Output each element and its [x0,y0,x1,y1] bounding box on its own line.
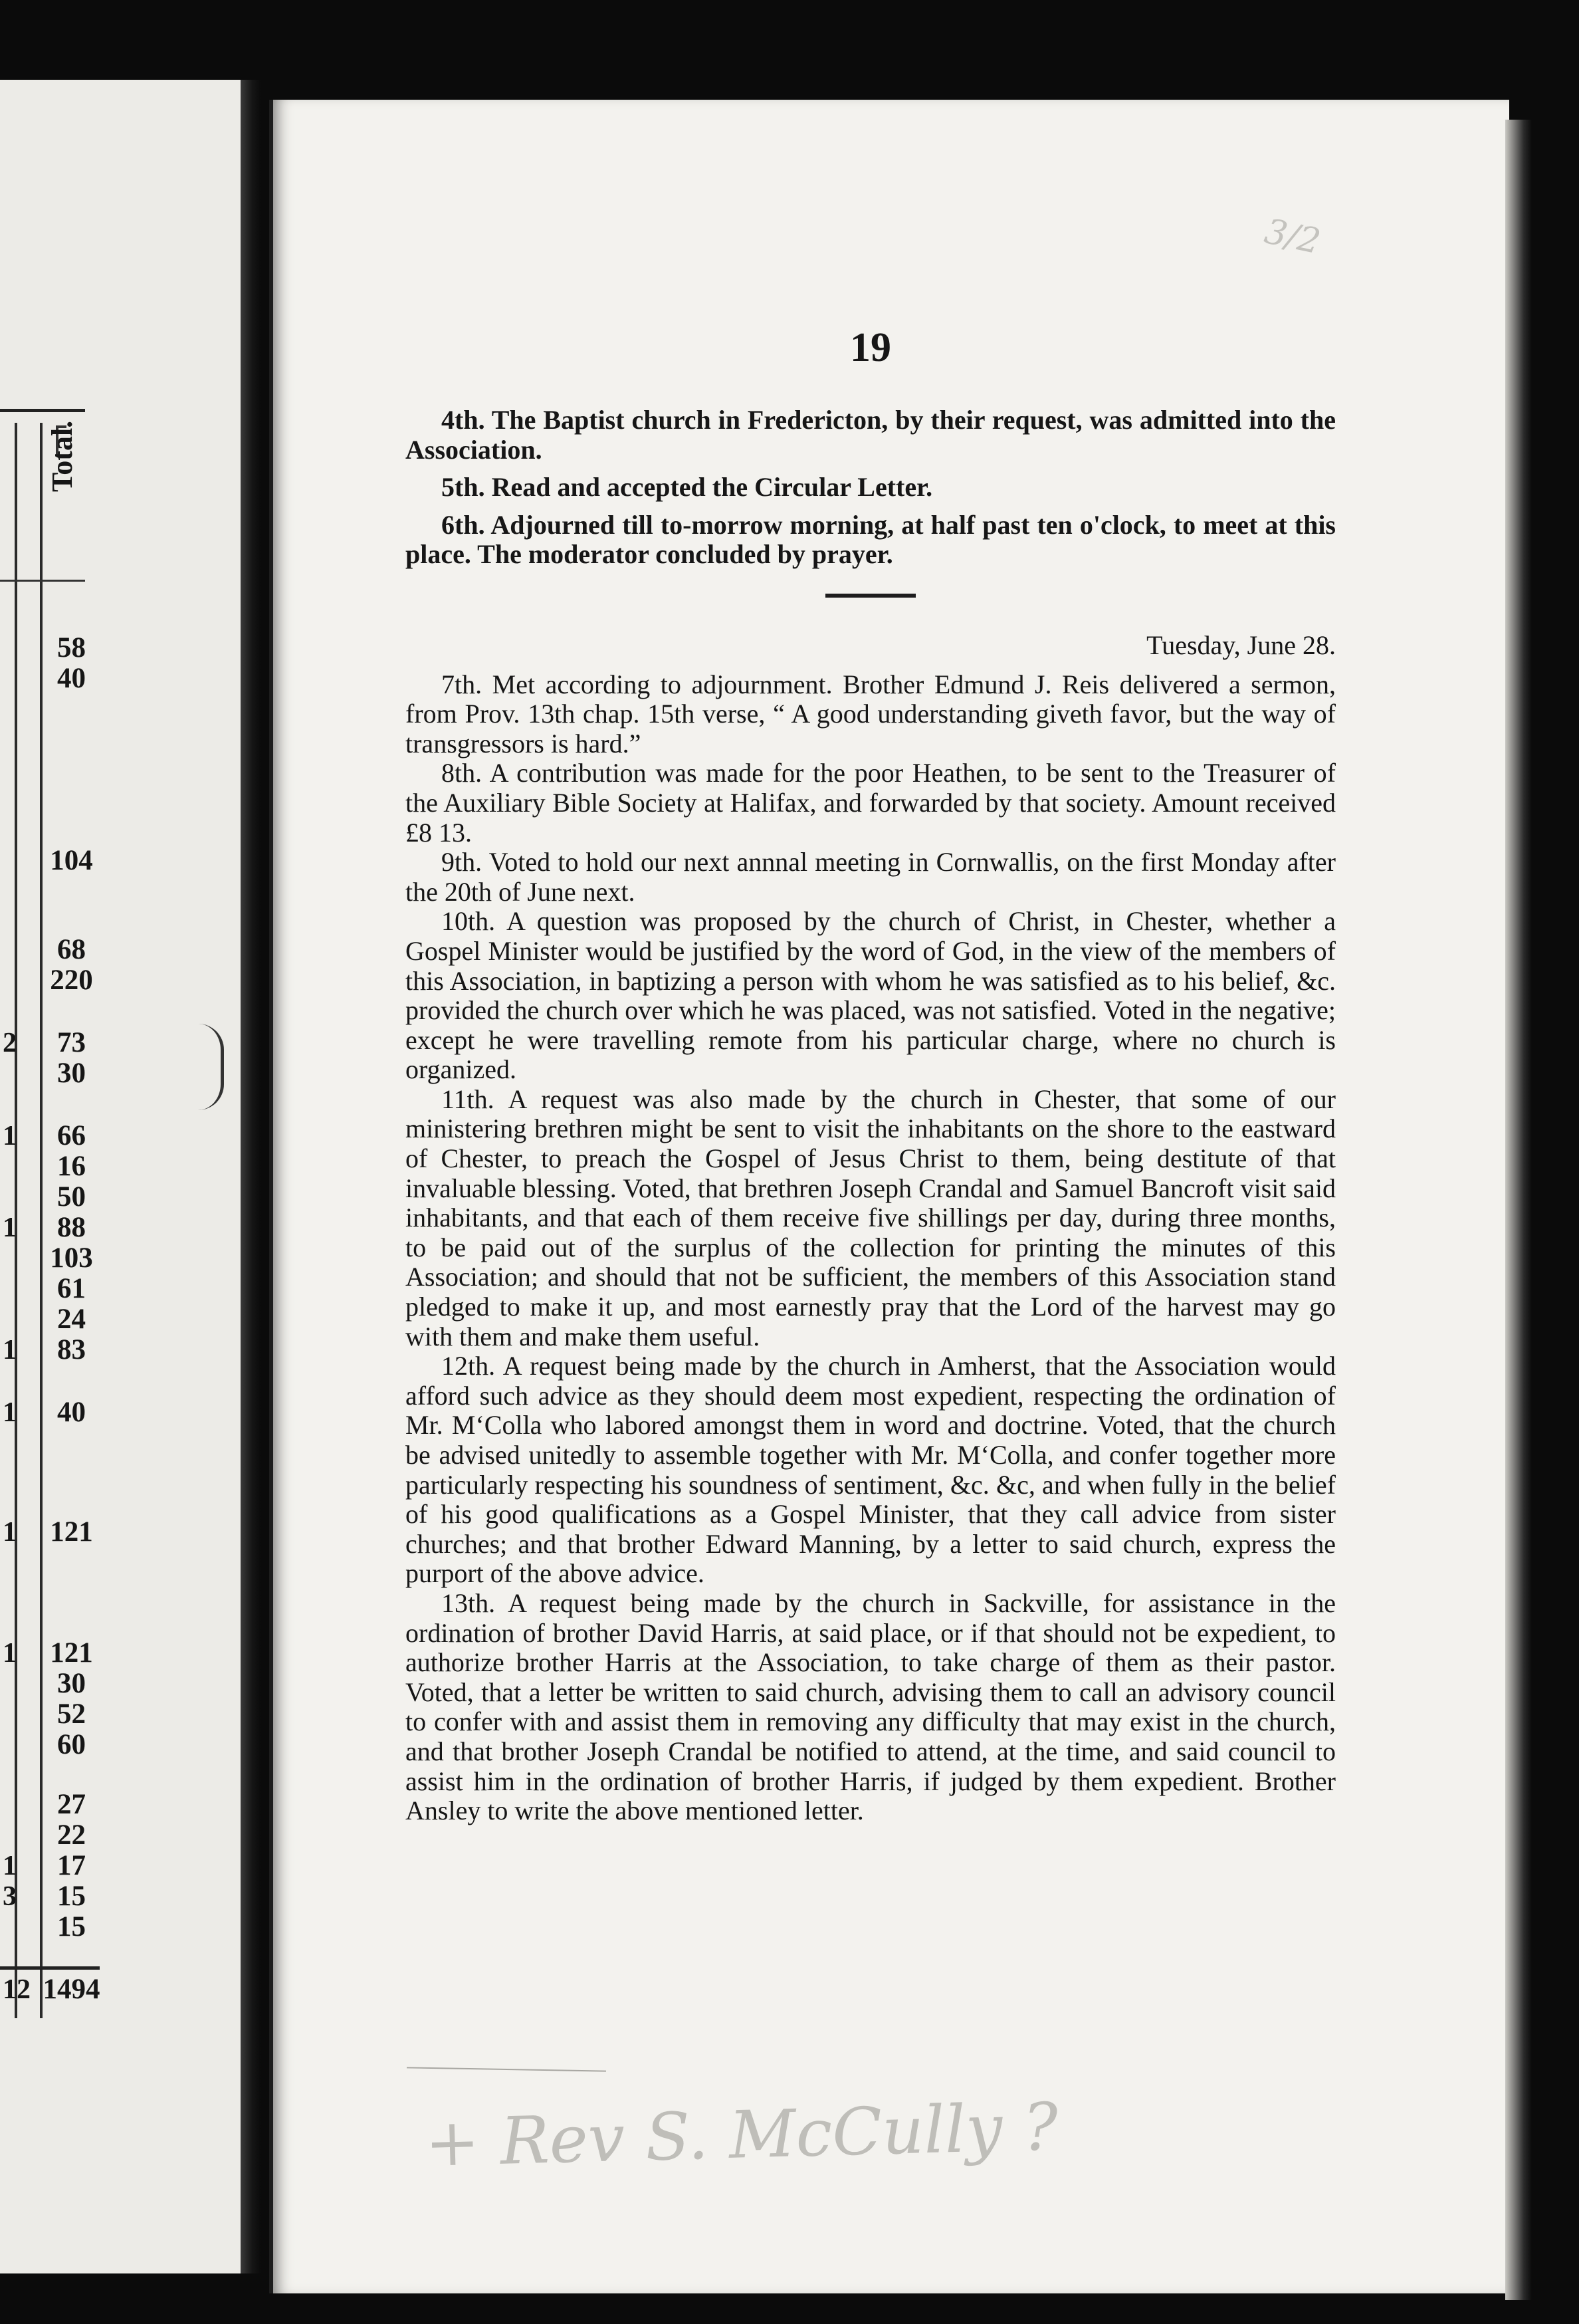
minute-paragraph: 11th. A request was also made by the church in Chester, that some of our ministering brethren might be sent to visit the inhabitants on the shore to the eastward of Chester, to preach the Gospel of Jesus Christ to them, being destitute of that invaluable blessing. Voted, that brethren Joseph Crandal and Samuel Bancroft visit said inhabitants, and that each of them receive five shillings per day, during three months, to be paid out of the surplus of the collection for printing the minutes of this Association; and should that not be sufficient, the members of this Association stand pledged to make it up, and most earnestly pray that the Lord of the harvest may go with them and make them useful. [405,1084,1336,1351]
table-cell-total: 15 [57,1911,86,1942]
corner-pencil-note: 3/2 [1261,211,1324,263]
section-divider [825,594,916,598]
table-cell-total: 17 [57,1850,86,1881]
minute-paragraph: 8th. A contribution was made for the poor Heathen, to be sent to the Treasurer of the Auxiliary Bible Society at Halifax, and forwarded by that society. Amount received £8 13. [405,758,1336,848]
table-cell-total: 30 [57,1668,86,1699]
bracket-mark [198,1024,224,1110]
page-body [405,406,1336,1826]
table-header-rule [0,580,85,582]
table-cell-partial: 1 [3,1213,17,1243]
minute-paragraph: 12th. A request being made by the church in Amherst, that the Association would afford such advice as they should deem most expedient, respecting the ordination of Mr. M‘Colla who labored amongst them in word and doctrine. Voted, that the church be advised unitedly to assemble together with Mr. M‘Colla, and confer together more particularly respecting his soundness of sentiment, &c. &c, and when fully in the belief of his good qualifications as a Gospel Minister, that they call advice from sister churches; and that brother Edward Manning, by a letter to said church, express the purport of the above advice. [405,1351,1336,1589]
minute-paragraph: 9th. Voted to hold our next annnal meeting in Cornwallis, on the first Monday after the 20th of June next. [405,847,1336,907]
table-cell-total: 52 [57,1698,86,1730]
table-cell-total: 121 [50,1516,93,1548]
table-cell-partial: 3 [3,1881,17,1912]
page-edge [1505,120,1532,2300]
table-cell-total: 104 [50,845,93,876]
table-cell-total: 103 [50,1242,93,1274]
table-cell-partial: 1 [3,1638,17,1669]
table-cell-partial: 1 [3,1397,17,1428]
table-cell-total: 68 [57,934,86,965]
table-cell-total: 88 [57,1212,86,1243]
table-cell-partial: 1 [3,1517,17,1548]
table-cell-total: 220 [50,965,93,996]
minute-paragraph: 7th. Met according to adjournment. Brother Edmund J. Reis delivered a sermon, from Prov. 13th chap. 15th verse, “ A good understanding giveth favor, but the way of transgressors is hard.” [405,669,1336,758]
table-cell-total: 121 [50,1637,93,1669]
table-cell-total: 40 [57,663,86,694]
grand-total-partial: 12 [3,1974,31,2005]
table-cell-total: 60 [57,1729,86,1760]
minute-paragraph: 6th. Adjourned till to-morrow morning, at half past ten o'clock, to meet at this place. The moderator concluded by prayer. [405,509,1336,570]
table-cell-total: 66 [57,1120,86,1151]
table-cell-total: 27 [57,1789,86,1820]
table-cell-total: 40 [57,1397,86,1428]
page-number: 19 [850,325,891,370]
table-cell-partial: 1 [3,1851,17,1881]
table-top-rule [0,409,85,412]
table-cell-partial: 1 [3,1121,17,1151]
table-cell-total: 24 [57,1304,86,1335]
table-cell-total: 73 [57,1027,86,1058]
table-cell-total: 83 [57,1334,86,1365]
table-cell-total: 58 [57,632,86,663]
minute-paragraph: 5th. Read and accepted the Circular Letter. [441,472,933,503]
table-cell-total: 30 [57,1058,86,1089]
table-cell-total: 16 [57,1151,86,1182]
grand-total: 1494 [43,1974,100,2005]
handwritten-note: + Rev S. McCully ? [424,2089,1059,2182]
table-cell-partial: 1 [3,1335,17,1365]
minute-paragraph: 4th. The Baptist church in Fredericton, by their request, was admitted into the Association. [405,405,1336,465]
table-cell-partial: 2 [3,1028,17,1058]
book-gutter [241,80,261,2273]
table-cell-total: 15 [57,1881,86,1912]
minute-paragraph: 10th. A question was proposed by the church of Christ, in Chester, whether a Gospel Minister would be justified by the word of God, in the view of the members of this Association, in baptizing a person with whom he was satisfied as to his belief, &c. provided the church over which he was placed, was not satisfied. Voted in the negative; except he were travelling remote from his particular charge, where no church is organized. [405,906,1336,1085]
date-line: Tuesday, June 28. [1146,630,1336,660]
table-bottom-rule [0,1966,100,1970]
total-column-header: Total. [46,420,78,492]
table-cell-total: 22 [57,1819,86,1851]
table-cell-total: 61 [57,1273,86,1304]
table-cell-total: 50 [57,1181,86,1213]
minute-paragraph: 13th. A request being made by the church in Sackville, for assistance in the ordination of brother David Harris, at said place, or if that should not be expedient, to authorize brother Harris at the Association, to take charge of them as their pastor. Voted, that a letter be written to said church, advising them to call an advisory council to confer with and assist them in removing any difficulty that may exist in the church, and that brother Joseph Crandal be notified to attend, at the time, and said council to assist him in the ordination of brother Harris, if judged by them expedient. Brother Ansley to write the above mentioned letter. [405,1587,1336,1826]
